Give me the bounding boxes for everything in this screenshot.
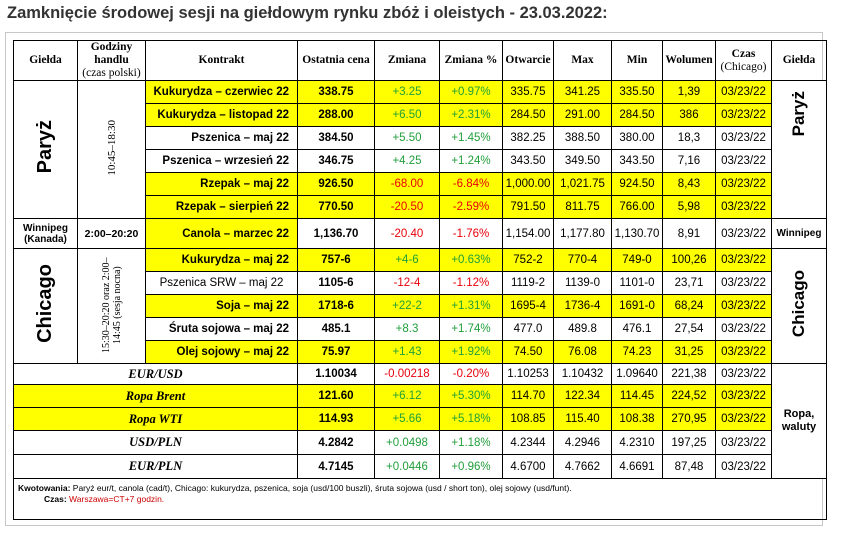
volume-cell: 221,38 xyxy=(663,364,716,385)
max-cell: 1,021.75 xyxy=(554,173,612,196)
change-pct-cell: +5.18% xyxy=(440,408,503,431)
min-cell: 74.23 xyxy=(612,341,663,364)
change-pct-cell: +2.31% xyxy=(440,104,503,127)
col-exchange: Giełda xyxy=(14,41,78,81)
table-row xyxy=(14,249,827,272)
last-price-cell: 485.1 xyxy=(298,318,375,341)
min-cell: 766.00 xyxy=(612,196,663,219)
footer-row xyxy=(14,479,827,520)
contract-cell: USD/PLN xyxy=(14,431,298,455)
contract-cell: Olej sojowy – maj 22 xyxy=(146,341,298,364)
min-cell: 1,130.70 xyxy=(612,219,663,249)
last-price-cell: 114.93 xyxy=(298,408,375,431)
time-cell: 03/23/22 xyxy=(716,249,772,272)
volume-cell: 18,3 xyxy=(663,127,716,150)
min-cell: 1101-0 xyxy=(612,272,663,295)
col-time: Czas (Chicago) xyxy=(716,41,772,81)
open-cell: 343.50 xyxy=(503,150,554,173)
time-cell: 03/23/22 xyxy=(716,196,772,219)
max-cell: 349.50 xyxy=(554,150,612,173)
change-pct-cell: -1.76% xyxy=(440,219,503,249)
time-cell: 03/23/22 xyxy=(716,385,772,408)
open-cell: 284.50 xyxy=(503,104,554,127)
max-cell: 115.40 xyxy=(554,408,612,431)
header-row xyxy=(14,41,827,81)
change-cell: -20.40 xyxy=(375,219,440,249)
max-cell: 1.10432 xyxy=(554,364,612,385)
change-pct-cell: +1.18% xyxy=(440,431,503,455)
col-volume: Wolumen xyxy=(663,41,716,81)
table-row xyxy=(14,408,827,431)
group-fx-right: Ropa, waluty xyxy=(772,364,827,479)
volume-cell: 27,54 xyxy=(663,318,716,341)
open-cell: 791.50 xyxy=(503,196,554,219)
min-cell: 335.50 xyxy=(612,81,663,104)
contract-cell: Canola – marzec 22 xyxy=(146,219,298,249)
min-cell: 343.50 xyxy=(612,150,663,173)
footer-kwot-text: Paryż eur/t, canola (cad/t), Chicago: kukurydza, pszenica, soja (usd/100 buszli), śruta sojowa (usd / short ton), olej sojowy (usd/funt). xyxy=(70,483,572,493)
time-cell: 03/23/22 xyxy=(716,341,772,364)
max-cell: 388.50 xyxy=(554,127,612,150)
change-pct-cell: -6.84% xyxy=(440,173,503,196)
col-hours: Godziny handlu (czas polski) xyxy=(78,41,146,81)
volume-cell: 23,71 xyxy=(663,272,716,295)
min-cell: 4.2310 xyxy=(612,431,663,455)
last-price-cell: 338.75 xyxy=(298,81,375,104)
col-last: Ostatnia cena xyxy=(298,41,375,81)
open-cell: 74.50 xyxy=(503,341,554,364)
volume-cell: 1,39 xyxy=(663,81,716,104)
contract-cell: Ropa WTI xyxy=(14,408,298,431)
table-row xyxy=(14,431,827,455)
volume-cell: 5,98 xyxy=(663,196,716,219)
last-price-cell: 1,136.70 xyxy=(298,219,375,249)
table-row xyxy=(14,455,827,479)
open-cell: 382.25 xyxy=(503,127,554,150)
change-cell: +5.66 xyxy=(375,408,440,431)
open-cell: 4.6700 xyxy=(503,455,554,479)
change-pct-cell: +0.96% xyxy=(440,455,503,479)
time-cell: 03/23/22 xyxy=(716,104,772,127)
footer-kwot-label: Kwotowania: xyxy=(18,483,71,493)
open-cell: 477.0 xyxy=(503,318,554,341)
contract-cell: EUR/USD xyxy=(14,364,298,385)
group-winnipeg-right: Winnipeg xyxy=(772,219,827,249)
footer-czas-label: Czas: xyxy=(44,494,67,504)
page-title: Zamknięcie środowej sesji na giełdowym rynku zbóż i oleistych - 23.03.2022: xyxy=(7,4,608,22)
contract-cell: Kukurydza – czerwiec 22 xyxy=(146,81,298,104)
change-pct-cell: +1.24% xyxy=(440,150,503,173)
time-cell: 03/23/22 xyxy=(716,173,772,196)
time-cell: 03/23/22 xyxy=(716,455,772,479)
min-cell: 749-0 xyxy=(612,249,663,272)
change-cell: -0.00218 xyxy=(375,364,440,385)
max-cell: 4.7662 xyxy=(554,455,612,479)
last-price-cell: 75.97 xyxy=(298,341,375,364)
change-cell: -12-4 xyxy=(375,272,440,295)
max-cell: 76.08 xyxy=(554,341,612,364)
last-price-cell: 384.50 xyxy=(298,127,375,150)
volume-cell: 8,43 xyxy=(663,173,716,196)
max-cell: 4.2946 xyxy=(554,431,612,455)
contract-cell: Soja – maj 22 xyxy=(146,295,298,318)
max-cell: 1,177.80 xyxy=(554,219,612,249)
min-cell: 1691-0 xyxy=(612,295,663,318)
min-cell: 380.00 xyxy=(612,127,663,150)
change-cell: +22-2 xyxy=(375,295,440,318)
volume-cell: 87,48 xyxy=(663,455,716,479)
last-price-cell: 1.10034 xyxy=(298,364,375,385)
max-cell: 1139-0 xyxy=(554,272,612,295)
col-max: Max xyxy=(554,41,612,81)
volume-cell: 386 xyxy=(663,104,716,127)
open-cell: 108.85 xyxy=(503,408,554,431)
last-price-cell: 4.7145 xyxy=(298,455,375,479)
col-exchange-right: Giełda xyxy=(772,41,827,81)
time-cell: 03/23/22 xyxy=(716,408,772,431)
group-paris-right: Paryż xyxy=(772,81,827,219)
open-cell: 1,000.00 xyxy=(503,173,554,196)
change-pct-cell: -0.20% xyxy=(440,364,503,385)
open-cell: 4.2344 xyxy=(503,431,554,455)
change-pct-cell: +0.63% xyxy=(440,249,503,272)
time-cell: 03/23/22 xyxy=(716,127,772,150)
contract-cell: Pszenica – maj 22 xyxy=(146,127,298,150)
contract-cell: EUR/PLN xyxy=(14,455,298,479)
change-cell: +8.3 xyxy=(375,318,440,341)
min-cell: 476.1 xyxy=(612,318,663,341)
change-pct-cell: +1.74% xyxy=(440,318,503,341)
contract-cell: Pszenica – wrzesień 22 xyxy=(146,150,298,173)
time-cell: 03/23/22 xyxy=(716,295,772,318)
time-cell: 03/23/22 xyxy=(716,81,772,104)
change-cell: +4-6 xyxy=(375,249,440,272)
open-cell: 1,154.00 xyxy=(503,219,554,249)
contract-cell: Śruta sojowa – maj 22 xyxy=(146,318,298,341)
change-pct-cell: +1.31% xyxy=(440,295,503,318)
change-cell: +6.50 xyxy=(375,104,440,127)
col-open: Otwarcie xyxy=(503,41,554,81)
contract-cell: Rzepak – maj 22 xyxy=(146,173,298,196)
max-cell: 770-4 xyxy=(554,249,612,272)
quotes-table xyxy=(13,40,827,520)
max-cell: 341.25 xyxy=(554,81,612,104)
change-cell: -68.00 xyxy=(375,173,440,196)
col-change-pct: Zmiana % xyxy=(440,41,503,81)
min-cell: 114.45 xyxy=(612,385,663,408)
last-price-cell: 770.50 xyxy=(298,196,375,219)
change-cell: -20.50 xyxy=(375,196,440,219)
volume-cell: 8,91 xyxy=(663,219,716,249)
open-cell: 335.75 xyxy=(503,81,554,104)
last-price-cell: 346.75 xyxy=(298,150,375,173)
max-cell: 122.34 xyxy=(554,385,612,408)
group-winnipeg: Winnipeg (Kanada) xyxy=(14,219,78,249)
volume-cell: 68,24 xyxy=(663,295,716,318)
col-change: Zmiana xyxy=(375,41,440,81)
group-chicago: Chicago xyxy=(14,249,78,364)
col-contract: Kontrakt xyxy=(146,41,298,81)
last-price-cell: 757-6 xyxy=(298,249,375,272)
table-row xyxy=(14,385,827,408)
open-cell: 114.70 xyxy=(503,385,554,408)
change-cell: +1.43 xyxy=(375,341,440,364)
open-cell: 1.10253 xyxy=(503,364,554,385)
change-cell: +0.0446 xyxy=(375,455,440,479)
min-cell: 108.38 xyxy=(612,408,663,431)
time-cell: 03/23/22 xyxy=(716,431,772,455)
hours-paris: 10:45–18:30 xyxy=(78,81,146,219)
min-cell: 284.50 xyxy=(612,104,663,127)
change-cell: +4.25 xyxy=(375,150,440,173)
footer-czas-text: Warszawa=CT+7 godzin. xyxy=(66,494,165,504)
change-pct-cell: -1.12% xyxy=(440,272,503,295)
contract-cell: Kukurydza – listopad 22 xyxy=(146,104,298,127)
last-price-cell: 926.50 xyxy=(298,173,375,196)
volume-cell: 224,52 xyxy=(663,385,716,408)
time-cell: 03/23/22 xyxy=(716,272,772,295)
max-cell: 291.00 xyxy=(554,104,612,127)
min-cell: 924.50 xyxy=(612,173,663,196)
last-price-cell: 288.00 xyxy=(298,104,375,127)
last-price-cell: 1718-6 xyxy=(298,295,375,318)
max-cell: 489.8 xyxy=(554,318,612,341)
min-cell: 4.6691 xyxy=(612,455,663,479)
volume-cell: 100,26 xyxy=(663,249,716,272)
time-cell: 03/23/22 xyxy=(716,219,772,249)
group-chicago-right: Chicago xyxy=(772,249,827,364)
time-cell: 03/23/22 xyxy=(716,318,772,341)
table-row xyxy=(14,364,827,385)
change-cell: +6.12 xyxy=(375,385,440,408)
open-cell: 752-2 xyxy=(503,249,554,272)
change-cell: +0.0498 xyxy=(375,431,440,455)
last-price-cell: 1105-6 xyxy=(298,272,375,295)
contract-cell: Pszenica SRW – maj 22 xyxy=(146,272,298,295)
change-cell: +3.25 xyxy=(375,81,440,104)
open-cell: 1119-2 xyxy=(503,272,554,295)
change-pct-cell: +1.92% xyxy=(440,341,503,364)
change-cell: +5.50 xyxy=(375,127,440,150)
contract-cell: Ropa Brent xyxy=(14,385,298,408)
change-pct-cell: +1.45% xyxy=(440,127,503,150)
hours-winnipeg: 2:00–20:20 xyxy=(78,219,146,249)
contract-cell: Kukurydza – maj 22 xyxy=(146,249,298,272)
table-row xyxy=(14,219,827,249)
time-cell: 03/23/22 xyxy=(716,150,772,173)
change-pct-cell: -2.59% xyxy=(440,196,503,219)
last-price-cell: 4.2842 xyxy=(298,431,375,455)
contract-cell: Rzepak – sierpień 22 xyxy=(146,196,298,219)
group-paris: Paryż xyxy=(14,81,78,219)
volume-cell: 7,16 xyxy=(663,150,716,173)
table-row xyxy=(14,81,827,104)
time-cell: 03/23/22 xyxy=(716,364,772,385)
open-cell: 1695-4 xyxy=(503,295,554,318)
max-cell: 1736-4 xyxy=(554,295,612,318)
change-pct-cell: +0.97% xyxy=(440,81,503,104)
col-min: Min xyxy=(612,41,663,81)
volume-cell: 270,95 xyxy=(663,408,716,431)
volume-cell: 197,25 xyxy=(663,431,716,455)
min-cell: 1.09640 xyxy=(612,364,663,385)
volume-cell: 31,25 xyxy=(663,341,716,364)
last-price-cell: 121.60 xyxy=(298,385,375,408)
change-pct-cell: +5.30% xyxy=(440,385,503,408)
hours-chicago: 15:30–20:20 oraz 2:00–14:45 (sesja nocna) xyxy=(78,249,146,364)
max-cell: 811.75 xyxy=(554,196,612,219)
